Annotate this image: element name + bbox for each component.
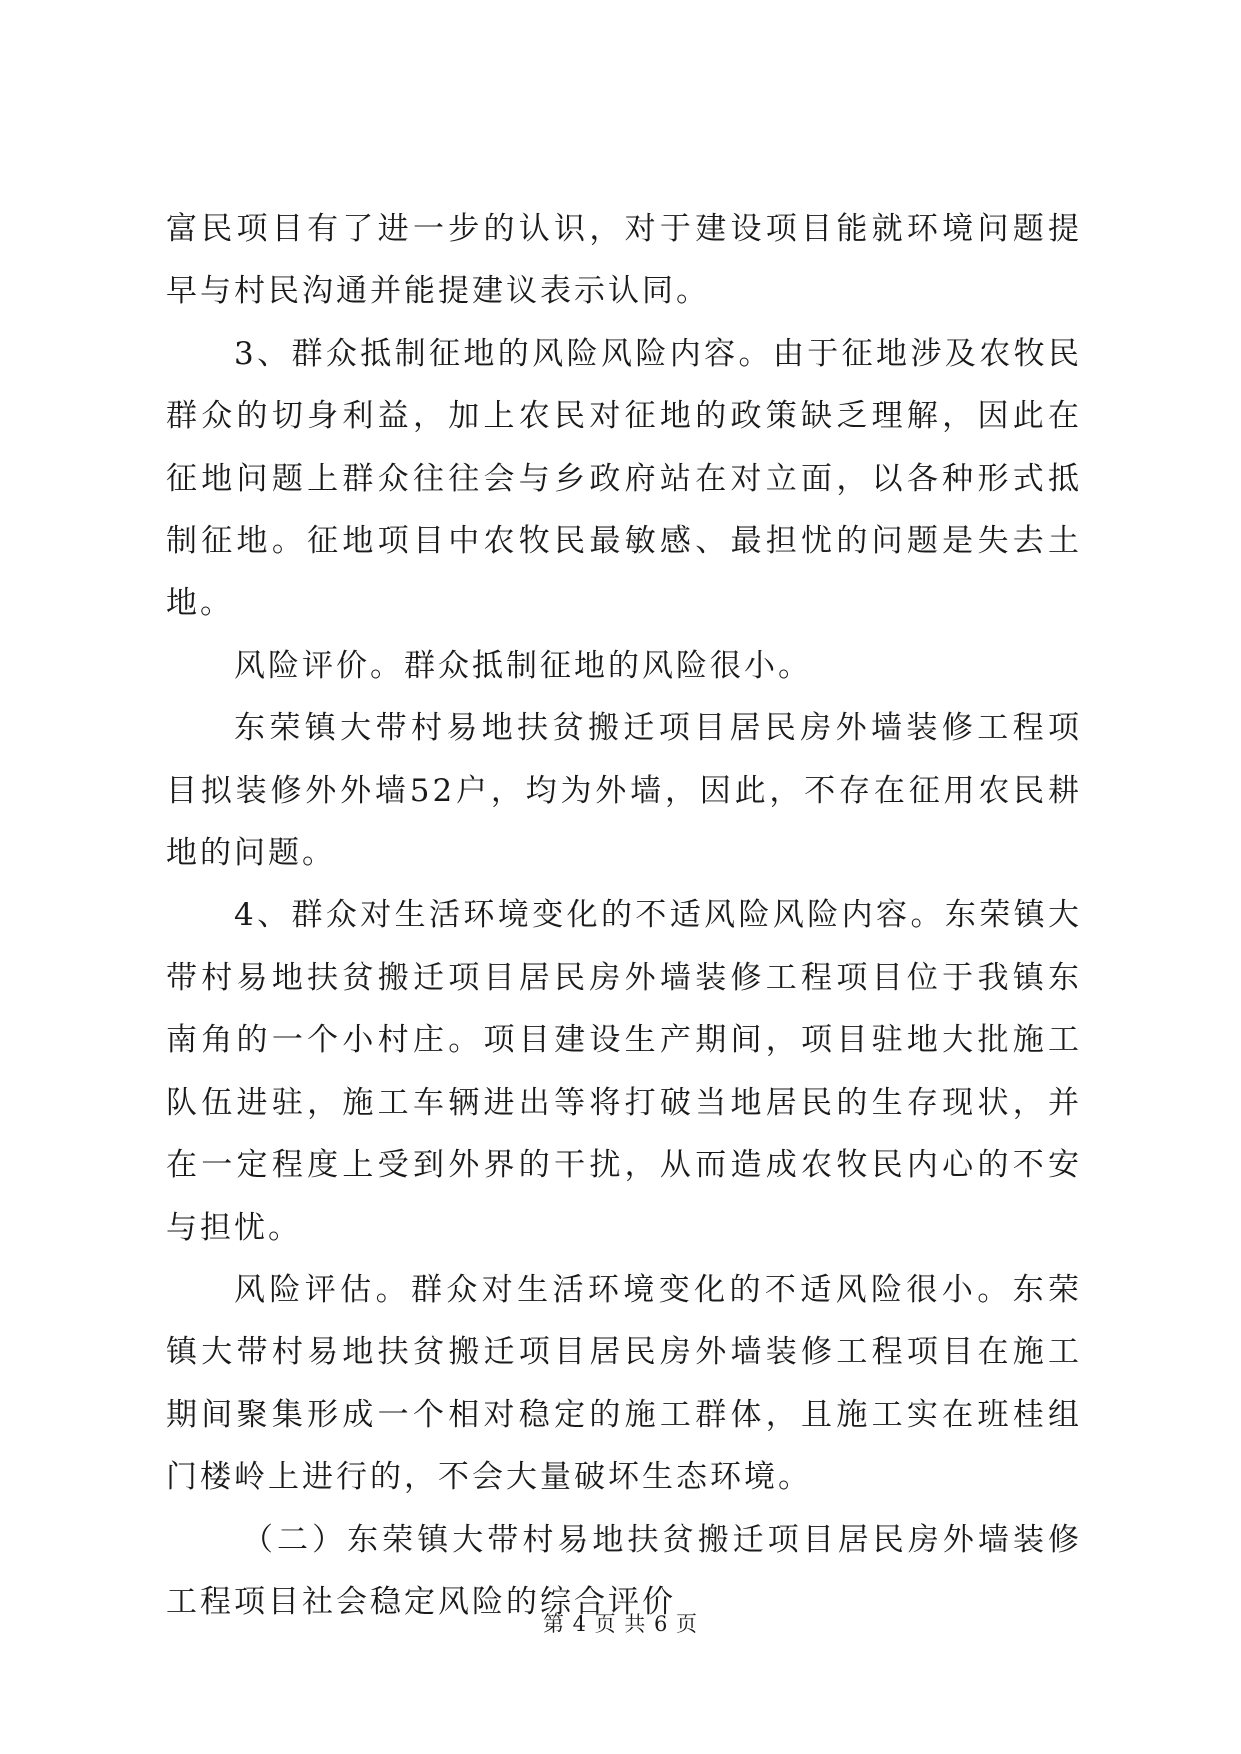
paragraph-risk-4-evaluation: 风险评估。群众对生活环境变化的不适风险很小。东荣镇大带村易地扶贫搬迁项目居民房外墙装修工程项目在施工期间聚集形成一个相对稳定的施工群体，且施工实在班桂组门楼岭上进行的，不会大量破坏生态环境。: [166, 1271, 1082, 1496]
section-heading-comprehensive-evaluation: （二）东荣镇大带村易地扶贫搬迁项目居民房外墙装修工程项目社会稳定风险的综合评价: [166, 1521, 1082, 1620]
paragraph-risk-4-content: 4、群众对生活环境变化的不适风险风险内容。东荣镇大带村易地扶贫搬迁项目居民房外墙装修工程项目位于我镇东南角的一个小村庄。项目建设生产期间，项目驻地大批施工队伍进驻，施工车辆进出等将打破当地居民的生存现状，并在一定程度上受到外界的干扰，从而造成农牧民内心的不安与担忧。: [166, 897, 1082, 1246]
paragraph-risk-3-evaluation: 风险评价。群众抵制征地的风险很小。: [234, 647, 812, 684]
document-body: [166, 198, 1082, 1633]
paragraph-risk-3-content: 3、群众抵制征地的风险风险内容。由于征地涉及农牧民群众的切身利益，加上农民对征地的政策缺乏理解，因此在征地问题上群众往往会与乡政府站在对立面，以各种形式抵制征地。征地项目中农牧民最敏感、最担忧的问题是失去土地。: [166, 335, 1082, 622]
page-number-footer: 第 4 页 共 6 页: [542, 1612, 699, 1636]
paragraph-risk-3-detail: 东荣镇大带村易地扶贫搬迁项目居民房外墙装修工程项目拟装修外外墙52户，均为外墙，因此，不存在征用农民耕地的问题。: [166, 710, 1082, 872]
paragraph-continuation: 富民项目有了进一步的认识，对于建设项目能就环境问题提早与村民沟通并能提建议表示认同。: [166, 211, 1082, 310]
